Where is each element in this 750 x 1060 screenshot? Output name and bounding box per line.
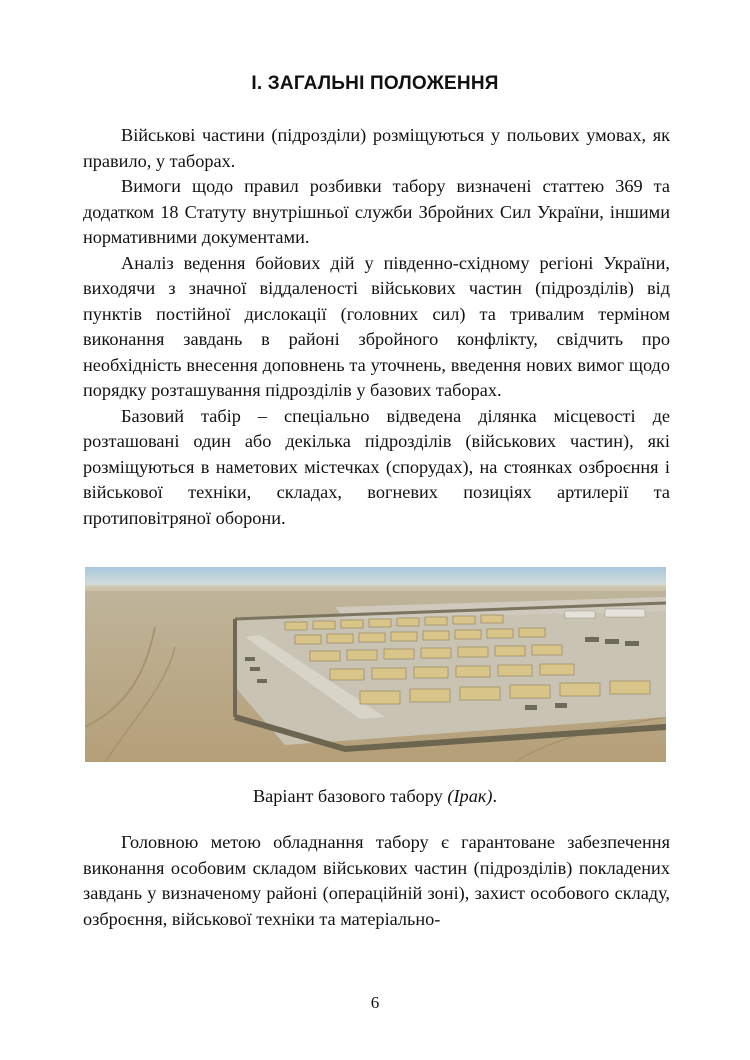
paragraph: Базовий табір – спеціально відведена ділянка місцевості де розташовані один або декілька підрозділів (військових частин), які розміщуються в наметових містечках (спорудах), на стоянках озброєння і військової техніки, складах, вогневих позиціях артилерії та протиповітряної оборони. [83,405,670,528]
caption-end: . [492,786,498,806]
figure-caption [0,786,750,807]
paragraph: Аналіз ведення бойових дій у південно-східному регіоні України, виходячи з значної віддаленості військових частин (підрозділів) від пунктів постійної дислокації (головних сил) та тривалим терміном виконання завдань в районі збройного конфлікту, свідчить про необхідність внесення доповнень та уточнень, введення нових вимог щодо порядку розташування підрозділів у базових таборах. [83,252,670,400]
page-number: 6 [370,993,380,1012]
base-camp-photo [85,567,666,762]
paragraph: Головною метою обладнання табору є гарантоване забезпечення виконання особовим складом військових частин (підрозділів) покладених завдань у визначеному районі (операційній зоні), захист особового складу, озброєння, військової техніки та матеріально- [83,832,670,929]
paragraph: Військові частини (підрозділи) розміщуються у польових умовах, як правило, у таборах. [83,125,670,171]
paragraph: Вимоги щодо правил розбивки табору визначені статтею 369 та додатком 18 Статуту внутрішньої служби Збройних Сил України, іншими нормативними документами. [83,176,670,247]
caption-location: (Ірак) [447,786,493,806]
caption-text: Варіант базового табору [252,786,448,806]
section-heading: І. ЗАГАЛЬНІ ПОЛОЖЕННЯ [251,73,499,94]
body-text-bottom [83,830,670,932]
body-text-top [83,123,670,531]
